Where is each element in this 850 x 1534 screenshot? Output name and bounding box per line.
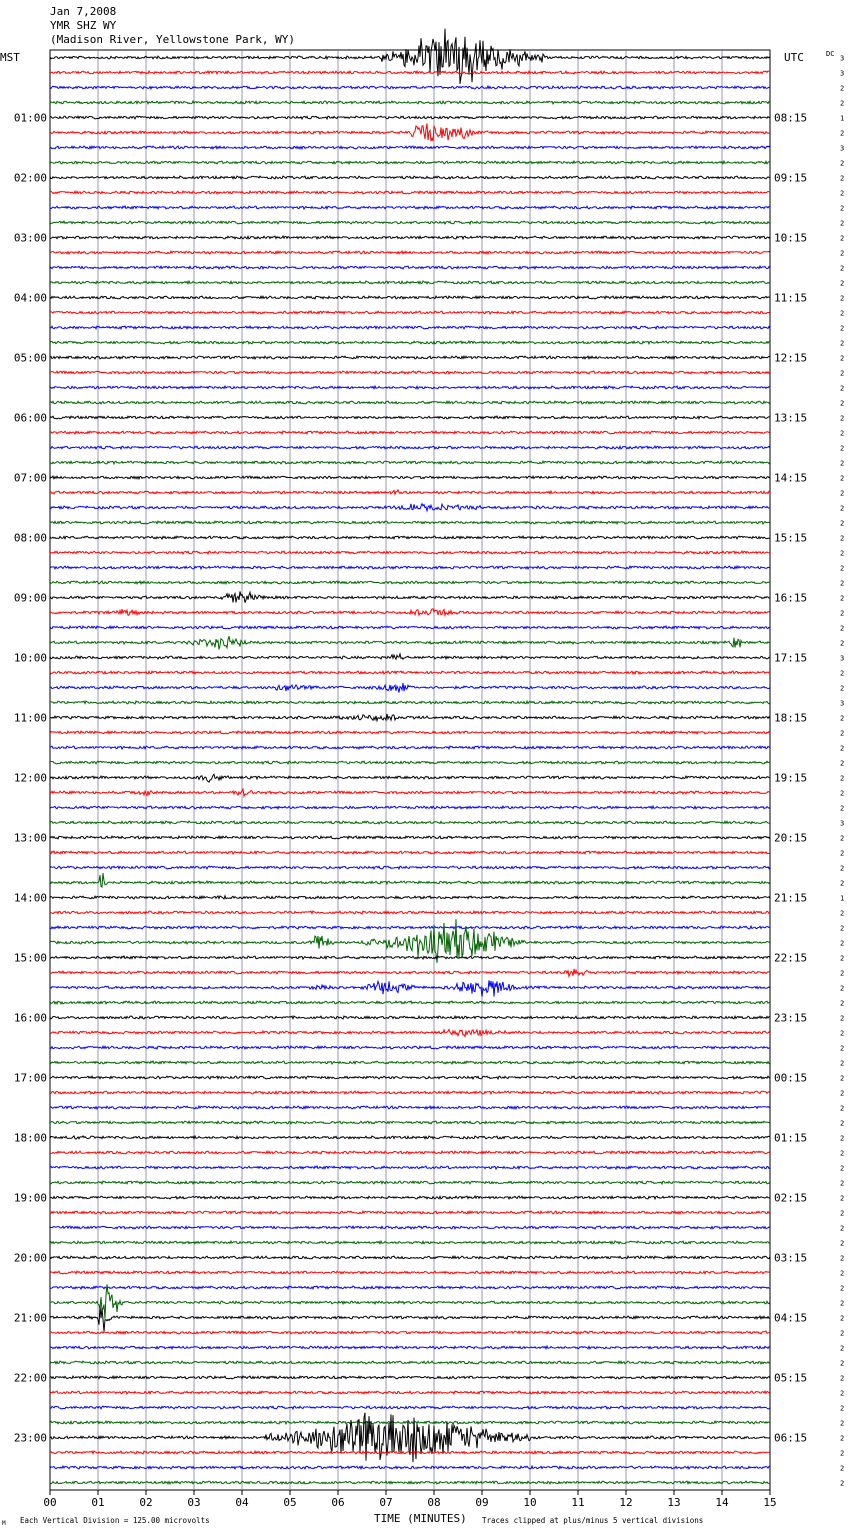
trace-row	[50, 1413, 770, 1462]
right-hour-label: 19:15	[774, 771, 808, 785]
dc-offset-value: 2	[840, 1044, 845, 1053]
dc-offset-value: 2	[840, 1314, 845, 1323]
dc-offset-value: 2	[840, 1104, 845, 1113]
dc-offset-value: 2	[840, 939, 845, 948]
trace-row	[50, 926, 770, 929]
dc-offset-value: 2	[840, 1029, 845, 1038]
trace-row	[50, 609, 770, 616]
dc-offset-value: 2	[840, 264, 845, 273]
trace-row	[50, 980, 770, 996]
dc-offset-value: 2	[840, 774, 845, 783]
trace-row	[50, 221, 770, 224]
trace-row	[50, 371, 770, 374]
right-hour-label: 03:15	[774, 1251, 808, 1265]
dc-offset-value: 2	[840, 684, 845, 693]
dc-offset-value: 2	[840, 1239, 845, 1248]
dc-offset-value: 2	[840, 414, 845, 423]
trace-row	[50, 1331, 770, 1334]
trace-row	[50, 71, 770, 74]
left-hour-label: 17:00	[13, 1071, 47, 1085]
trace-row	[50, 1466, 770, 1469]
trace-row	[50, 266, 770, 269]
trace-row	[50, 774, 770, 782]
trace-row	[50, 536, 770, 539]
dc-offset-value: 2	[840, 1419, 845, 1428]
dc-offset-value: 2	[840, 234, 845, 243]
dc-offset-value: 2	[840, 204, 845, 213]
dc-offset-value: 1	[840, 894, 845, 903]
dc-offset-value: 2	[840, 954, 845, 963]
trace-row	[50, 1001, 770, 1004]
x-tick-label: 03	[187, 1496, 201, 1509]
trace-row	[50, 29, 770, 84]
dc-label: DC	[826, 50, 835, 58]
trace-row	[50, 1106, 770, 1109]
trace-row	[50, 866, 770, 869]
right-timezone-label: UTC	[784, 51, 804, 64]
scale-note: Each Vertical Division = 125.00 microvolts	[20, 1516, 210, 1525]
dc-offset-value: 2	[840, 534, 845, 543]
dc-offset-value: 2	[840, 384, 845, 393]
trace-row	[50, 1121, 770, 1124]
dc-offset-value: 2	[840, 984, 845, 993]
dc-offset-value: 3	[840, 654, 845, 663]
dc-offset-value: 2	[840, 294, 845, 303]
trace-row	[50, 714, 770, 721]
dc-offset-value: 3	[840, 819, 845, 828]
dc-offset-value: 2	[840, 444, 845, 453]
corner-mark: M	[2, 1520, 6, 1527]
right-hour-label: 11:15	[774, 291, 808, 305]
dc-offset-value: 2	[840, 759, 845, 768]
dc-offset-value: 2	[840, 174, 845, 183]
trace-row	[50, 521, 770, 524]
dc-offset-value: 2	[840, 999, 845, 1008]
dc-offset-value: 2	[840, 129, 845, 138]
dc-offset-value: 2	[840, 609, 845, 618]
dc-offset-value: 3	[840, 699, 845, 708]
right-hour-label: 22:15	[774, 951, 808, 965]
left-hour-label: 15:00	[13, 951, 47, 965]
trace-row	[50, 504, 770, 511]
dc-offset-value: 2	[840, 924, 845, 933]
dc-offset-value: 2	[840, 369, 845, 378]
trace-row	[50, 123, 770, 141]
dc-offset-value: 2	[840, 219, 845, 228]
dc-offset-value: 2	[840, 249, 845, 258]
trace-row	[50, 176, 770, 179]
trace-row	[50, 836, 770, 839]
right-hour-label: 13:15	[774, 411, 808, 425]
trace-row	[50, 341, 770, 344]
trace-row	[50, 1061, 770, 1064]
right-hour-label: 05:15	[774, 1371, 808, 1385]
x-tick-label: 04	[235, 1496, 249, 1509]
dc-offset-value: 2	[840, 1269, 845, 1278]
trace-row	[50, 731, 770, 734]
trace-row	[50, 1241, 770, 1244]
left-hour-label: 10:00	[13, 651, 47, 665]
trace-row	[50, 1030, 770, 1037]
trace-row	[50, 1481, 770, 1484]
dc-offset-value: 2	[840, 474, 845, 483]
trace-row	[50, 101, 770, 104]
dc-offset-value: 2	[840, 804, 845, 813]
trace-row	[50, 116, 770, 119]
dc-offset-value: 2	[840, 354, 845, 363]
x-tick-label: 15	[763, 1496, 777, 1509]
left-hour-label: 16:00	[13, 1011, 47, 1025]
dc-offset-value: 2	[840, 1329, 845, 1338]
x-tick-label: 09	[475, 1496, 489, 1509]
trace-row	[50, 1076, 770, 1079]
trace-row	[50, 636, 770, 649]
trace-row	[50, 1284, 770, 1318]
left-hour-label: 11:00	[13, 711, 47, 725]
left-hour-label: 02:00	[13, 171, 47, 185]
trace-row	[50, 911, 770, 914]
x-tick-label: 10	[523, 1496, 537, 1509]
trace-row	[50, 431, 770, 434]
left-hour-label: 03:00	[13, 231, 47, 245]
trace-row	[50, 86, 770, 89]
x-tick-label: 00	[43, 1496, 57, 1509]
trace-row	[50, 551, 770, 554]
dc-offset-value: 2	[840, 579, 845, 588]
left-hour-label: 08:00	[13, 531, 47, 545]
right-hour-label: 09:15	[774, 171, 808, 185]
trace-row	[50, 1226, 770, 1229]
dc-offset-value: 2	[840, 789, 845, 798]
right-hour-label: 15:15	[774, 531, 808, 545]
trace-row	[50, 476, 770, 479]
trace-row	[50, 1166, 770, 1169]
right-hour-label: 21:15	[774, 891, 808, 905]
right-hour-label: 16:15	[774, 591, 808, 605]
dc-offset-value: 2	[840, 744, 845, 753]
dc-offset-value: 2	[840, 1059, 845, 1068]
trace-row	[50, 1256, 770, 1259]
dc-offset-value: 2	[840, 1194, 845, 1203]
trace-row	[50, 1091, 770, 1094]
left-hour-label: 07:00	[13, 471, 47, 485]
dc-offset-value: 2	[840, 339, 845, 348]
dc-offset-value: 2	[840, 864, 845, 873]
right-hour-label: 02:15	[774, 1191, 808, 1205]
trace-row	[50, 1136, 770, 1139]
dc-offset-value: 2	[840, 909, 845, 918]
dc-offset-value: 2	[840, 1434, 845, 1443]
trace-row	[50, 591, 770, 602]
right-hour-label: 06:15	[774, 1431, 808, 1445]
left-hour-label: 01:00	[13, 111, 47, 125]
trace-row	[50, 191, 770, 194]
dc-offset-value: 2	[840, 1089, 845, 1098]
left-hour-label: 14:00	[13, 891, 47, 905]
dc-offset-value: 2	[840, 729, 845, 738]
trace-row	[50, 206, 770, 209]
dc-offset-value: 2	[840, 159, 845, 168]
trace-row	[50, 896, 770, 899]
dc-offset-value: 2	[840, 1449, 845, 1458]
trace-row	[50, 789, 770, 796]
left-hour-label: 06:00	[13, 411, 47, 425]
x-tick-label: 01	[91, 1496, 105, 1509]
trace-row	[50, 326, 770, 329]
trace-row	[50, 581, 770, 584]
trace-row	[50, 851, 770, 854]
dc-offset-value: 2	[840, 1149, 845, 1158]
trace-row	[50, 1361, 770, 1364]
dc-offset-value: 2	[840, 1014, 845, 1023]
header-location: (Madison River, Yellowstone Park, WY)	[50, 33, 296, 46]
right-hour-label: 20:15	[774, 831, 808, 845]
dc-offset-value: 2	[840, 1134, 845, 1143]
left-hour-label: 13:00	[13, 831, 47, 845]
trace-row	[50, 386, 770, 389]
trace-row	[50, 446, 770, 449]
dc-offset-value: 2	[840, 519, 845, 528]
dc-offset-value: 2	[840, 1284, 845, 1293]
dc-offset-value: 2	[840, 1374, 845, 1383]
right-hour-label: 04:15	[774, 1311, 808, 1325]
trace-row	[50, 251, 770, 254]
trace-row	[50, 490, 770, 494]
dc-offset-value: 2	[840, 624, 845, 633]
trace-row	[50, 701, 770, 704]
left-hour-label: 23:00	[13, 1431, 47, 1445]
x-tick-label: 13	[667, 1496, 681, 1509]
left-hour-label: 22:00	[13, 1371, 47, 1385]
trace-row	[50, 873, 770, 887]
dc-offset-value: 2	[840, 324, 845, 333]
x-axis-title: TIME (MINUTES)	[374, 1512, 467, 1525]
dc-offset-value: 2	[840, 969, 845, 978]
dc-offset-value: 2	[840, 99, 845, 108]
trace-row	[50, 1211, 770, 1214]
right-hour-label: 12:15	[774, 351, 808, 365]
dc-offset-value: 2	[840, 84, 845, 93]
dc-offset-value: 2	[840, 1299, 845, 1308]
dc-offset-value: 2	[840, 849, 845, 858]
trace-row	[50, 236, 770, 239]
left-timezone-label: MST	[0, 51, 20, 64]
trace-row	[50, 1376, 770, 1379]
dc-offset-value: 2	[840, 564, 845, 573]
dc-offset-value: 2	[840, 1224, 845, 1233]
left-hour-label: 05:00	[13, 351, 47, 365]
right-hour-label: 17:15	[774, 651, 808, 665]
x-tick-label: 07	[379, 1496, 393, 1509]
dc-offset-value: 3	[840, 144, 845, 153]
trace-row	[50, 683, 770, 693]
x-tick-label: 02	[139, 1496, 153, 1509]
dc-offset-value: 2	[840, 1389, 845, 1398]
trace-row	[50, 1196, 770, 1199]
dc-offset-value: 2	[840, 189, 845, 198]
dc-offset-value: 2	[840, 1209, 845, 1218]
left-hour-label: 12:00	[13, 771, 47, 785]
x-tick-label: 12	[619, 1496, 633, 1509]
x-tick-label: 11	[571, 1496, 585, 1509]
trace-row	[50, 1046, 770, 1049]
dc-offset-value: 2	[840, 1344, 845, 1353]
header-station: YMR SHZ WY	[50, 19, 117, 32]
dc-offset-value: 2	[840, 1179, 845, 1188]
trace-row	[50, 281, 770, 284]
x-tick-label: 14	[715, 1496, 729, 1509]
dc-offset-value: 2	[840, 1119, 845, 1128]
trace-row	[50, 311, 770, 314]
left-hour-label: 18:00	[13, 1131, 47, 1145]
dc-offset-value: 2	[840, 1164, 845, 1173]
dc-offset-value: 2	[840, 834, 845, 843]
dc-offset-value: 3	[840, 54, 845, 63]
trace-row	[50, 969, 770, 977]
right-hour-label: 10:15	[774, 231, 808, 245]
dc-offset-value: 2	[840, 309, 845, 318]
right-hour-label: 14:15	[774, 471, 808, 485]
trace-row	[50, 626, 770, 629]
trace-row	[50, 1286, 770, 1289]
dc-offset-value: 3	[840, 69, 845, 78]
trace-row	[50, 146, 770, 149]
dc-offset-value: 2	[840, 429, 845, 438]
left-hour-label: 04:00	[13, 291, 47, 305]
trace-row	[50, 1406, 770, 1409]
x-tick-label: 06	[331, 1496, 345, 1509]
trace-row	[50, 821, 770, 824]
dc-offset-value: 2	[840, 594, 845, 603]
dc-offset-value: 2	[840, 1074, 845, 1083]
left-hour-label: 09:00	[13, 591, 47, 605]
trace-row	[50, 761, 770, 764]
trace-row	[50, 161, 770, 164]
dc-offset-value: 2	[840, 1404, 845, 1413]
trace-row	[50, 1016, 770, 1019]
right-hour-label: 23:15	[774, 1011, 808, 1025]
right-hour-label: 18:15	[774, 711, 808, 725]
plot-frame	[50, 50, 770, 1490]
left-hour-label: 21:00	[13, 1311, 47, 1325]
trace-row	[50, 296, 770, 299]
x-tick-label: 05	[283, 1496, 297, 1509]
dc-offset-value: 2	[840, 549, 845, 558]
trace-row	[50, 1391, 770, 1394]
trace-row	[50, 1151, 770, 1154]
right-hour-label: 08:15	[774, 111, 808, 125]
right-hour-label: 00:15	[774, 1071, 808, 1085]
trace-row	[50, 356, 770, 359]
dc-offset-value: 2	[840, 879, 845, 888]
trace-row	[50, 1346, 770, 1349]
right-hour-label: 01:15	[774, 1131, 808, 1145]
dc-offset-value: 2	[840, 639, 845, 648]
dc-offset-value: 2	[840, 714, 845, 723]
dc-offset-value: 1	[840, 114, 845, 123]
trace-row	[50, 1271, 770, 1274]
trace-row	[50, 1421, 770, 1424]
trace-row	[50, 746, 770, 749]
trace-row	[50, 956, 770, 959]
dc-offset-value: 2	[840, 669, 845, 678]
left-hour-label: 19:00	[13, 1191, 47, 1205]
trace-row	[50, 416, 770, 419]
dc-offset-value: 2	[840, 1359, 845, 1368]
trace-row	[50, 1306, 770, 1331]
dc-offset-value: 2	[840, 399, 845, 408]
trace-row	[50, 461, 770, 464]
dc-offset-value: 2	[840, 1254, 845, 1263]
trace-row	[50, 671, 770, 674]
dc-offset-value: 2	[840, 1464, 845, 1473]
dc-offset-value: 2	[840, 489, 845, 498]
dc-offset-value: 2	[840, 1479, 845, 1488]
trace-row	[50, 566, 770, 569]
trace-group	[50, 29, 770, 1484]
clip-note: Traces clipped at plus/minus 5 vertical divisions	[482, 1516, 704, 1525]
dc-offset-value: 2	[840, 459, 845, 468]
trace-row	[50, 401, 770, 404]
x-tick-label: 08	[427, 1496, 441, 1509]
header-date: Jan 7,2008	[50, 5, 117, 18]
label-group	[14, 55, 844, 1510]
trace-row	[50, 654, 770, 659]
trace-row	[50, 1181, 770, 1184]
dc-offset-value: 2	[840, 279, 845, 288]
dc-offset-value: 2	[840, 504, 845, 513]
left-hour-label: 20:00	[13, 1251, 47, 1265]
trace-row	[50, 806, 770, 809]
